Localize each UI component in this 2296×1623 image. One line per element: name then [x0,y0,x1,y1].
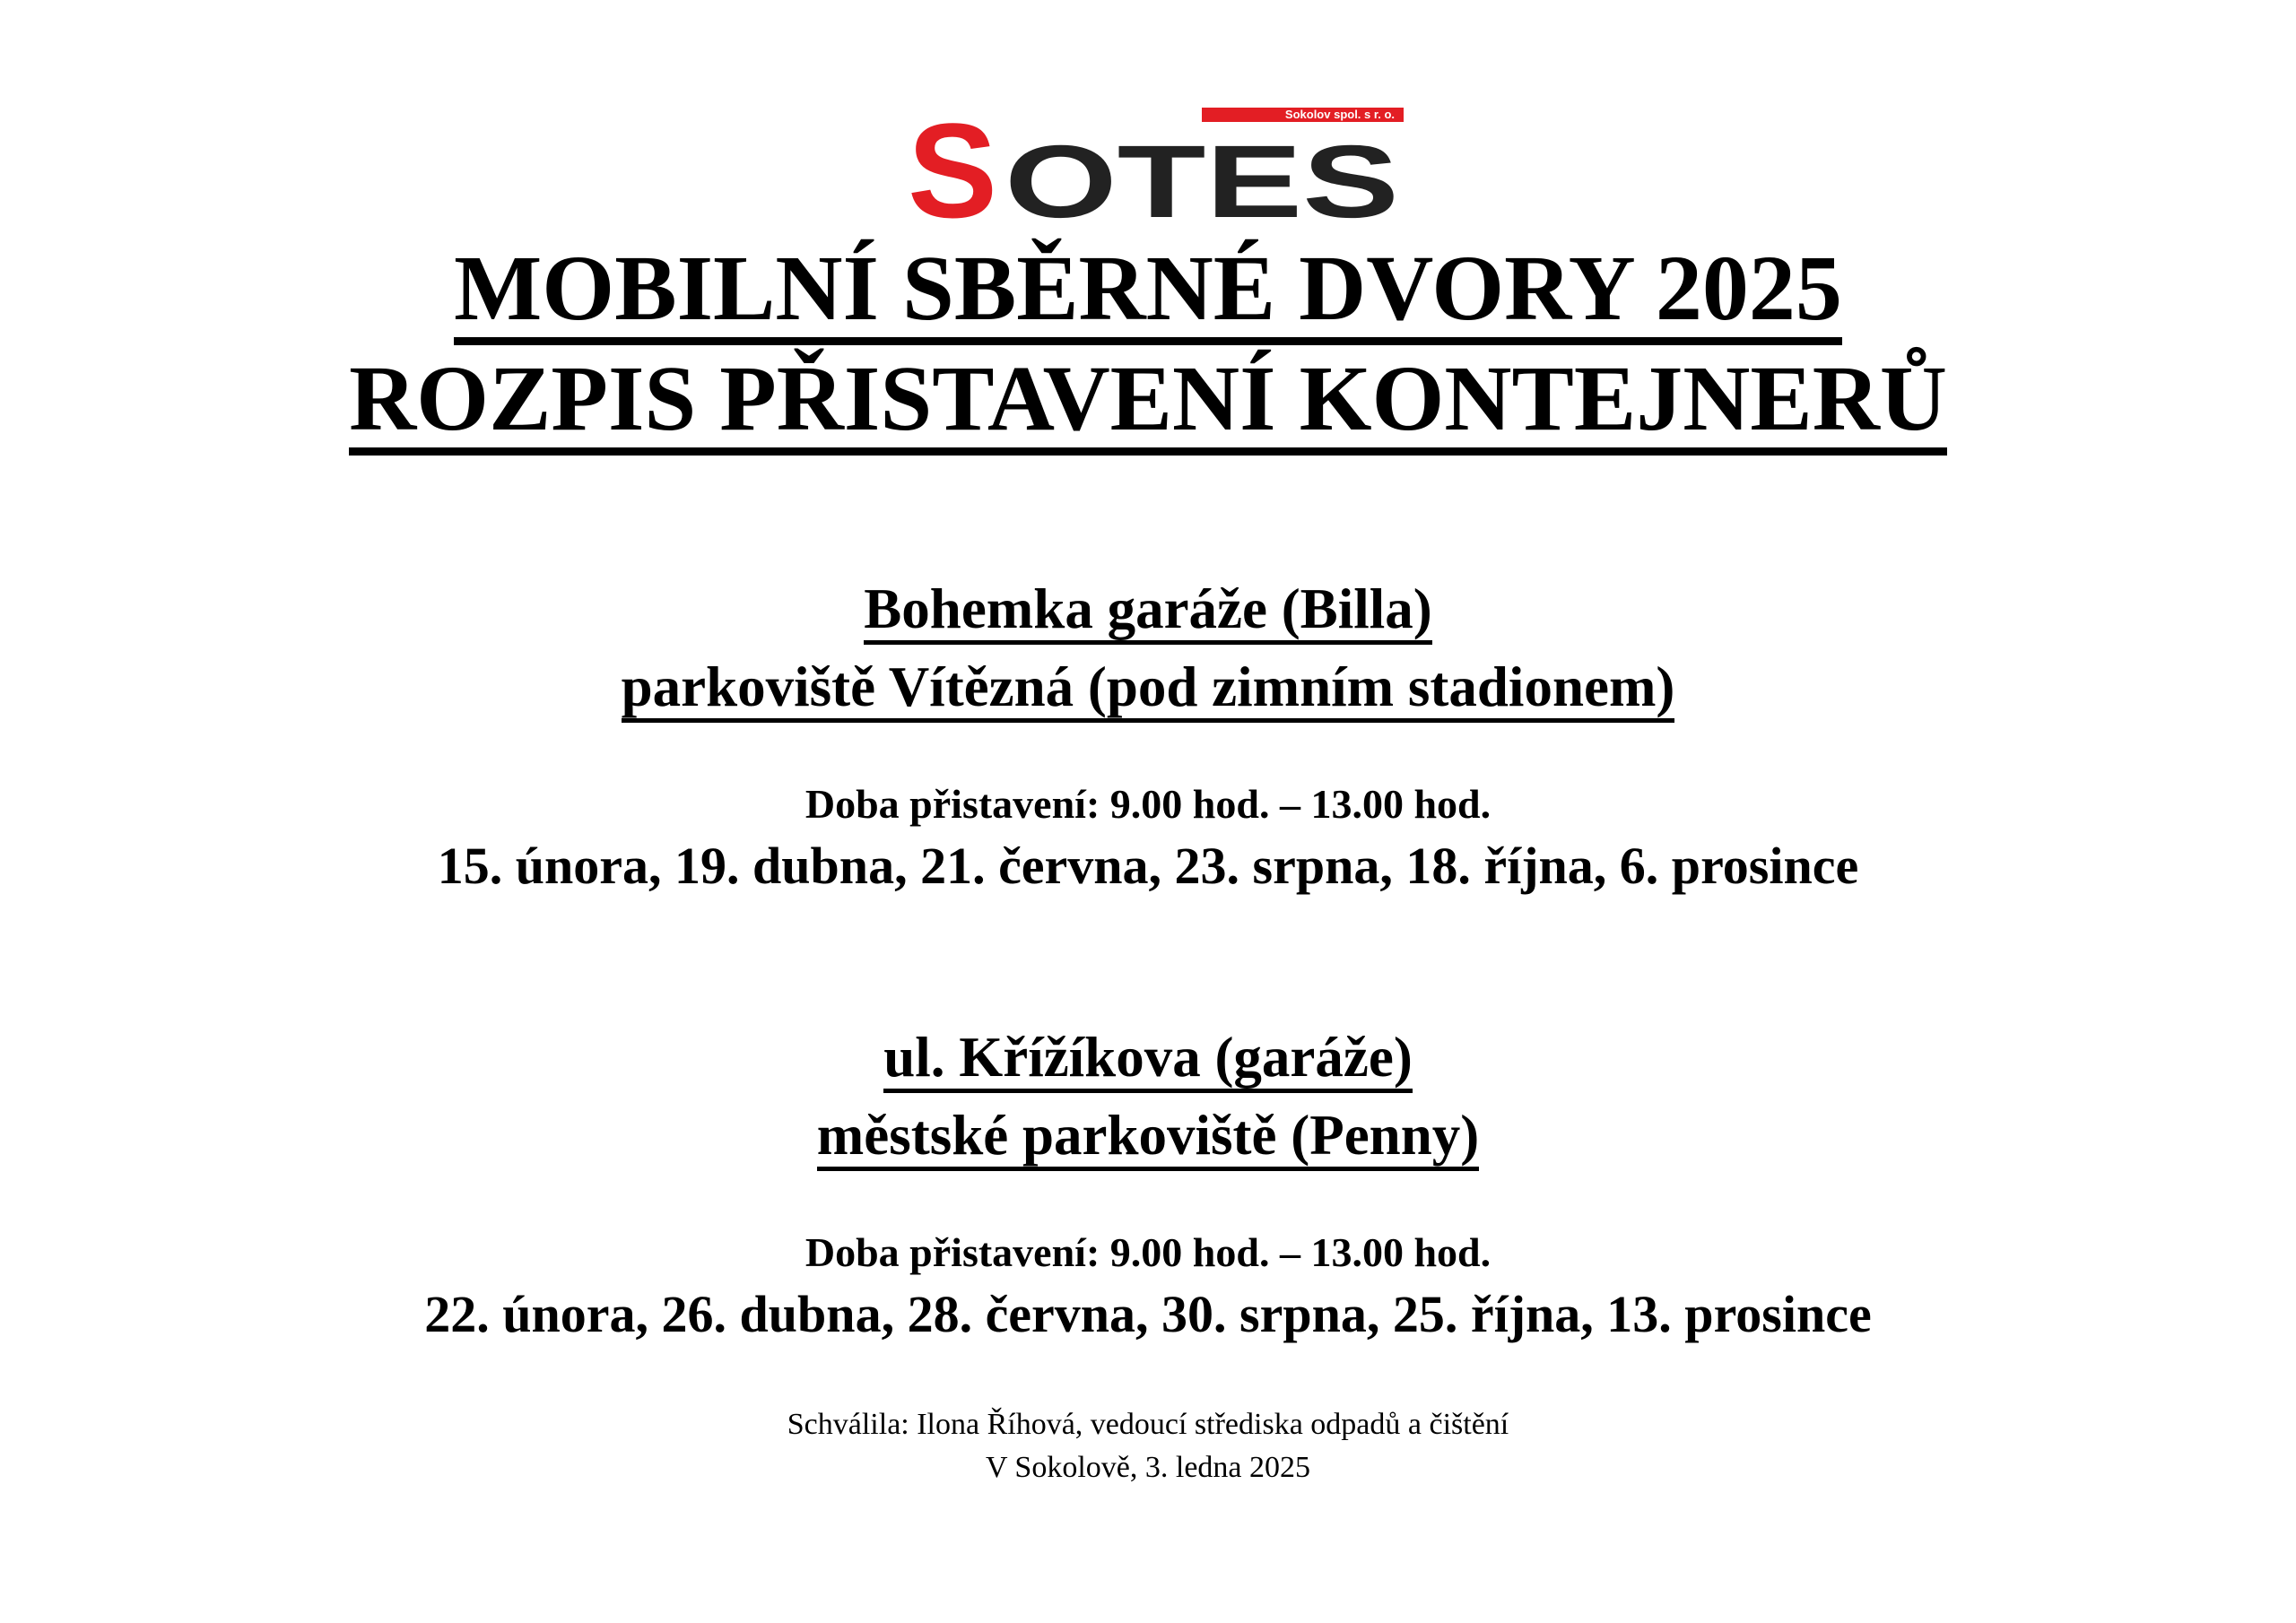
section2-location-line2 [0,1104,2296,1171]
main-title-line2-text: ROZPIS PŘISTAVENÍ KONTEJNERŮ [349,352,1947,456]
section2-dates: 22. února, 26. dubna, 28. června, 30. srpna, 25. října, 13. prosince [424,1285,1872,1343]
main-title-line2 [0,347,2296,456]
main-title-line1 [0,237,2296,345]
logo-subtitle: Sokolov spol. s r. o. [1284,108,1395,121]
section1-dates: 15. února, 19. dubna, 21. června, 23. srpna, 18. října, 6. prosince [437,837,1859,895]
section1-time: Doba přistavení: 9.00 hod. – 13.00 hod. [804,781,1492,827]
logo-letters-otes: OTES [1004,125,1399,222]
section1-location-line1 [0,577,2296,645]
place-date-line: V Sokolově, 3. ledna 2025 [985,1451,1310,1484]
section2-location-line1 [0,1026,2296,1093]
sotes-logo-graphic [906,106,1404,222]
section2-location-line1-text: ul. Křížíkova (garáže) [883,1029,1413,1093]
section2-time: Doba přistavení: 9.00 hod. – 13.00 hod. [804,1229,1492,1275]
section1-location-line2-text: parkoviště Vítězná (pod zimním stadionem) [622,659,1675,723]
sotes-logo [906,106,1404,222]
logo-letter-s: S [908,106,998,222]
approval-line: Schválila: Ilona Říhová, vedoucí střediska odpadů a čištění [787,1408,1509,1441]
section2-location-line2-text: městské parkoviště (Penny) [817,1107,1479,1171]
main-title-line1-text: MOBILNÍ SBĚRNÉ DVORY 2025 [454,242,1842,345]
section1-location-line2 [0,655,2296,723]
section1-location-line1-text: Bohemka garáže (Billa) [864,581,1431,645]
